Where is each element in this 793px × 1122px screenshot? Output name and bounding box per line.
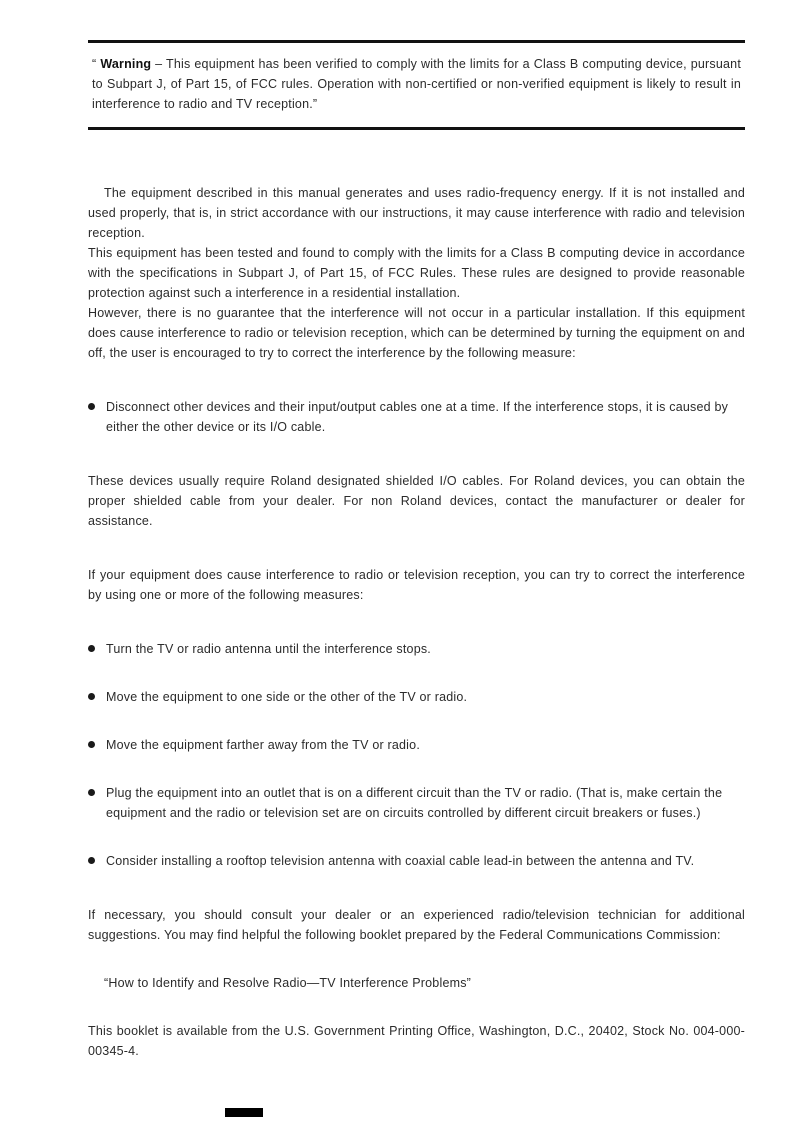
list-item-text: Plug the equipment into an outlet that is on a different circuit than the TV or radio. (That is, make certain the equipment and the radio or television set are on circuits controlled by different circuit breakers or fuses.) bbox=[106, 786, 723, 820]
bullet-icon bbox=[88, 789, 95, 796]
warning-paragraph bbox=[92, 54, 741, 114]
paragraph-booklet-availability: This booklet is available from the U.S. Government Printing Office, Washington, D.C., 20402, Stock No. 004-000-00345-4. bbox=[88, 1024, 745, 1058]
fcc-warning-box bbox=[88, 40, 745, 130]
paragraph-no-guarantee: However, there is no guarantee that the interference will not occur in a particular installation. If this equipment does cause interference to radio or television reception, which can be determined by turning the equipment on and off, the user is encouraged to try to correct the interference by the following measure: bbox=[88, 306, 745, 360]
list-item-text: Turn the TV or radio antenna until the interference stops. bbox=[106, 642, 431, 656]
bullet-icon bbox=[88, 857, 95, 864]
paragraph-tested-comply: This equipment has been tested and found to comply with the limits for a Class B computing device in accordance with the specifications in Subpart J, of Part 15, of FCC Rules. These rules are designed to provide reasonable protection against such a interference in a residential installation. bbox=[88, 246, 745, 300]
spacer bbox=[88, 945, 745, 973]
bullet-icon bbox=[88, 645, 95, 652]
warning-body-text: – This equipment has been verified to comply with the limits for a Class B computing device, pursuant to Subpart J, of Part 15, of FCC rules. Operation with non-certified or non-verified equipment is likely to result in interference to radio and TV reception.” bbox=[92, 57, 742, 111]
booklet-title-quote: “How to Identify and Resolve Radio—TV Interference Problems” bbox=[104, 976, 472, 990]
list-item bbox=[88, 397, 745, 437]
list-item bbox=[88, 735, 745, 755]
paragraph-shielded-cables: These devices usually require Roland designated shielded I/O cables. For Roland devices, you can obtain the proper shielded cable from your dealer. For non Roland devices, contact the manufacturer or dealer for assistance. bbox=[88, 474, 745, 528]
spacer bbox=[88, 871, 745, 905]
list-item-text: Move the equipment farther away from the TV or radio. bbox=[106, 738, 420, 752]
paragraph-equipment-energy: The equipment described in this manual generates and uses radio-frequency energy. If it is not installed and used properly, that is, in strict accordance with our instructions, it may cause interference with radio and television reception. bbox=[88, 186, 745, 240]
list-item-text: Move the equipment to one side or the other of the TV or radio. bbox=[106, 690, 468, 704]
paragraph-consult-dealer: If necessary, you should consult your dealer or an experienced radio/television technician for additional suggestions. You may find helpful the following booklet prepared by the Federal Communications Commission: bbox=[88, 908, 745, 942]
bullet-icon bbox=[88, 403, 95, 410]
spacer bbox=[88, 605, 745, 639]
bullet-icon bbox=[88, 693, 95, 700]
list-item bbox=[88, 639, 745, 659]
scan-artifact-mark bbox=[225, 1108, 263, 1117]
list-item bbox=[88, 687, 745, 707]
warning-label: Warning bbox=[100, 57, 152, 71]
bullet-icon bbox=[88, 741, 95, 748]
list-item-text: Consider installing a rooftop television antenna with coaxial cable lead-in between the antenna and TV. bbox=[106, 854, 695, 868]
list-item bbox=[88, 783, 745, 823]
interference-measures-list bbox=[88, 639, 745, 871]
disconnect-measure-list bbox=[88, 397, 745, 437]
spacer bbox=[88, 993, 745, 1021]
document-body bbox=[88, 183, 745, 1061]
spacer bbox=[88, 531, 745, 565]
list-item-text: Disconnect other devices and their input/output cables one at a time. If the interference stops, it is caused by either the other device or its I/O cable. bbox=[106, 400, 729, 434]
spacer bbox=[88, 363, 745, 397]
paragraph-correct-interference: If your equipment does cause interference to radio or television reception, you can try to correct the interference by using one or more of the following measures: bbox=[88, 568, 745, 602]
spacer bbox=[88, 437, 745, 471]
list-item bbox=[88, 851, 745, 871]
warning-open-quote: “ bbox=[92, 57, 101, 71]
